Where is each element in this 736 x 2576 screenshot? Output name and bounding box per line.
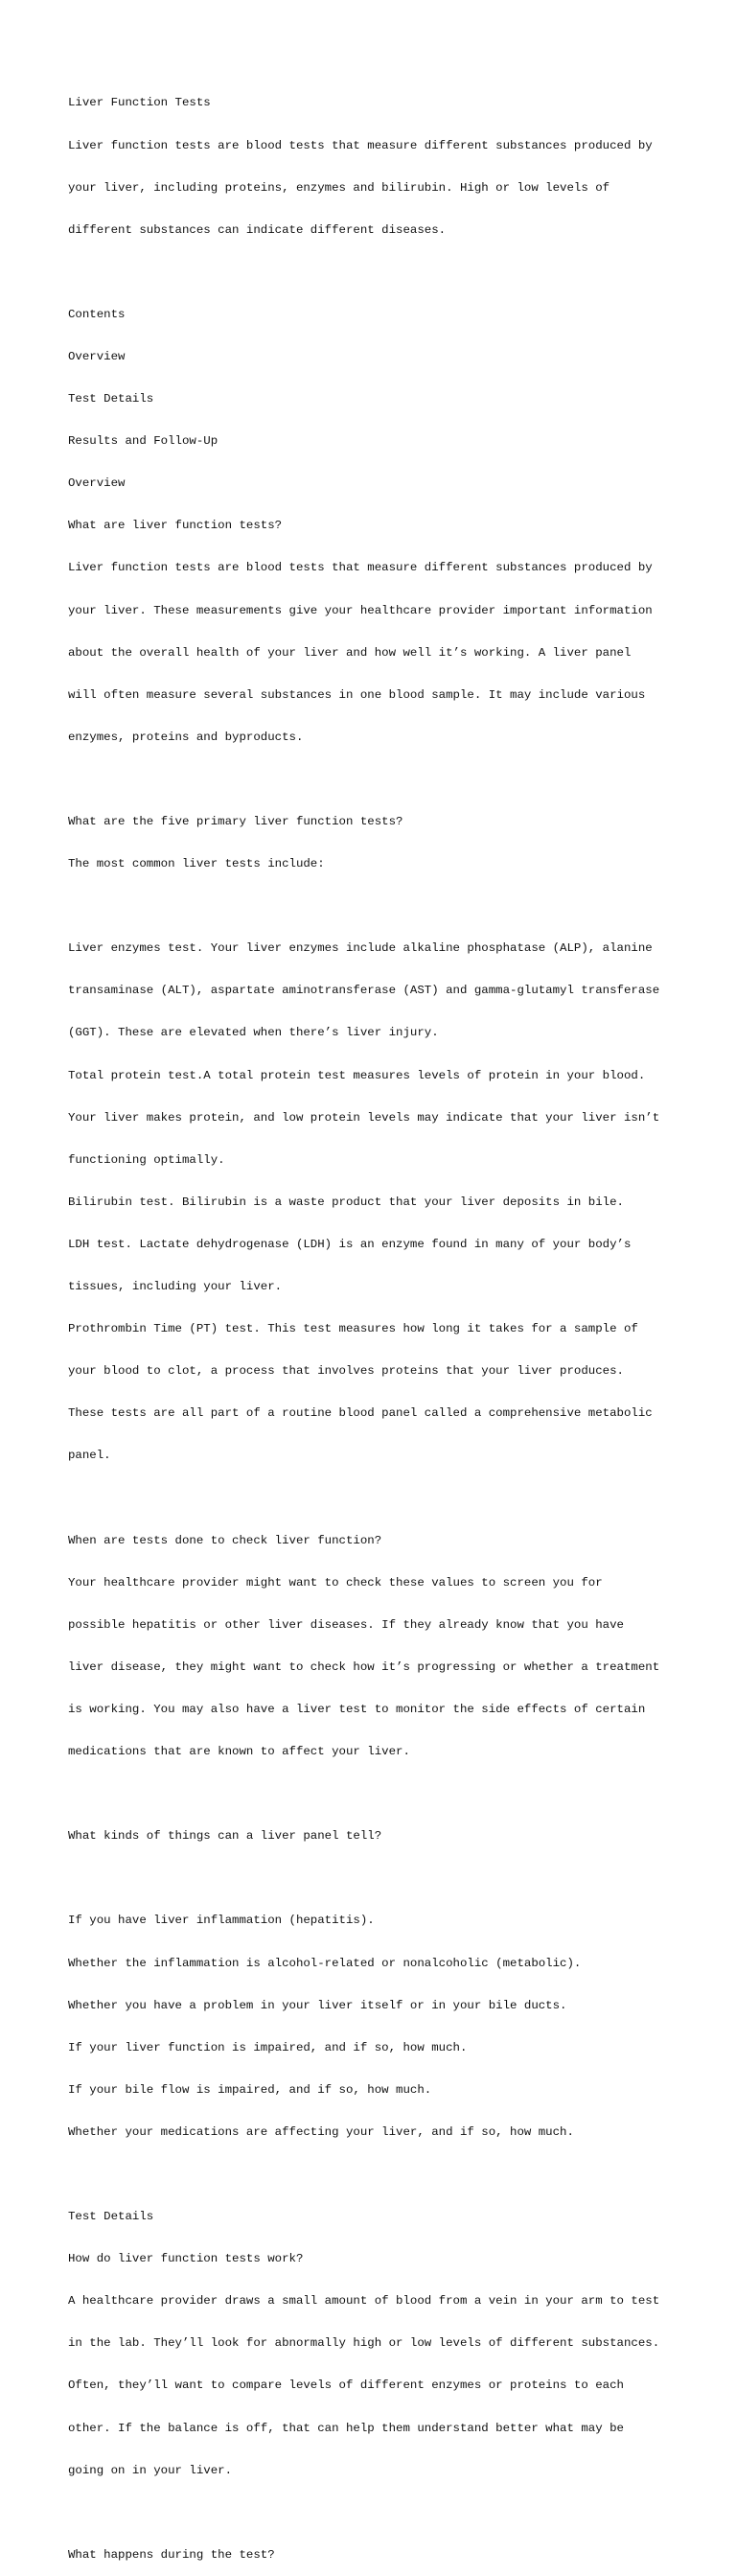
paragraph-line: Liver function tests are blood tests that measure different substances produced by	[68, 561, 653, 575]
question-heading: What happens during the test?	[68, 2547, 275, 2562]
list-item: If your bile flow is impaired, and if so, how much.	[68, 2082, 432, 2097]
list-item: your blood to clot, a process that involves proteins that your liver produces.	[68, 1364, 624, 1379]
blank-line	[68, 899, 701, 914]
section-heading-overview: Overview	[68, 476, 126, 491]
paragraph-line: Often, they’ll want to compare levels of different enzymes or proteins to each	[68, 2379, 624, 2393]
list-item: Whether you have a problem in your liver itself or in your bile ducts.	[68, 1998, 567, 2012]
list-item: Your liver makes protein, and low protein levels may indicate that your liver isn’t	[68, 1110, 660, 1125]
paragraph-line: A healthcare provider draws a small amount of blood from a vein in your arm to test	[68, 2294, 660, 2309]
paragraph-line: enzymes, proteins and byproducts.	[68, 730, 304, 744]
paragraph-line: These tests are all part of a routine blood panel called a comprehensive metabolic	[68, 1406, 653, 1421]
blank-line	[68, 2168, 701, 2182]
contents-item-results: Results and Follow-Up	[68, 434, 218, 449]
question-heading: When are tests done to check liver function?	[68, 1533, 382, 1547]
contents-heading: Contents	[68, 307, 126, 321]
question-heading: What are the five primary liver function tests?	[68, 815, 403, 828]
document-text	[68, 68, 701, 2576]
list-item: Whether the inflammation is alcohol-related or nonalcoholic (metabolic).	[68, 1956, 582, 1970]
intro-line: different substances can indicate different diseases.	[68, 222, 447, 237]
section-heading-test-details: Test Details	[68, 2210, 154, 2224]
blank-line	[68, 773, 701, 787]
paragraph-line: about the overall health of your liver and how well it’s working. A liver panel	[68, 645, 632, 660]
blank-line	[68, 266, 701, 280]
paragraph-line: other. If the balance is off, that can help them understand better what may be	[68, 2421, 624, 2435]
paragraph-line: medications that are known to affect your liver.	[68, 1745, 410, 1759]
intro-line: Liver function tests are blood tests that measure different substances produced by	[68, 138, 653, 152]
contents-item-overview: Overview	[68, 349, 126, 363]
paragraph-line: your liver. These measurements give your healthcare provider important information	[68, 603, 653, 617]
list-item: Whether your medications are affecting your liver, and if so, how much.	[68, 2124, 574, 2139]
list-item: If you have liver inflammation (hepatitis).	[68, 1914, 375, 1928]
list-item: Liver enzymes test. Your liver enzymes include alkaline phosphatase (ALP), alanine	[68, 941, 653, 956]
blank-line	[68, 2506, 701, 2520]
contents-item-test-details: Test Details	[68, 392, 154, 406]
list-item: (GGT). These are elevated when there’s liver injury.	[68, 1026, 439, 1040]
paragraph-line: panel.	[68, 1449, 111, 1463]
list-item: Bilirubin test. Bilirubin is a waste product that your liver deposits in bile.	[68, 1195, 624, 1209]
list-item: Prothrombin Time (PT) test. This test measures how long it takes for a sample of	[68, 1322, 638, 1336]
blank-line	[68, 1492, 701, 1506]
list-item: Total protein test.A total protein test measures levels of protein in your blood.	[68, 1068, 646, 1082]
paragraph-line: is working. You may also have a liver test to monitor the side effects of certain	[68, 1702, 646, 1716]
paragraph-line: Your healthcare provider might want to check these values to screen you for	[68, 1575, 603, 1590]
question-heading: What are liver function tests?	[68, 519, 283, 533]
blank-line	[68, 1787, 701, 1801]
paragraph-line: in the lab. They’ll look for abnormally high or low levels of different substances.	[68, 2336, 660, 2351]
paragraph-line: going on in your liver.	[68, 2463, 233, 2477]
intro-line: your liver, including proteins, enzymes and bilirubin. High or low levels of	[68, 180, 610, 195]
list-item: LDH test. Lactate dehydrogenase (LDH) is an enzyme found in many of your body’s	[68, 1237, 632, 1251]
list-item: If your liver function is impaired, and if so, how much.	[68, 2040, 468, 2054]
question-heading: How do liver function tests work?	[68, 2252, 304, 2266]
list-item: functioning optimally.	[68, 1152, 225, 1167]
list-item: tissues, including your liver.	[68, 1280, 283, 1294]
paragraph-line: possible hepatitis or other liver diseases. If they already know that you have	[68, 1617, 624, 1632]
paragraph-line: The most common liver tests include:	[68, 857, 325, 871]
paragraph-line: will often measure several substances in one blood sample. It may include various	[68, 687, 646, 702]
question-heading: What kinds of things can a liver panel tell?	[68, 1829, 382, 1844]
doc-title: Liver Function Tests	[68, 96, 211, 110]
paragraph-line: liver disease, they might want to check how it’s progressing or whether a treatment	[68, 1659, 660, 1674]
list-item: transaminase (ALT), aspartate aminotransferase (AST) and gamma-glutamyl transferase	[68, 984, 660, 998]
blank-line	[68, 1871, 701, 1886]
